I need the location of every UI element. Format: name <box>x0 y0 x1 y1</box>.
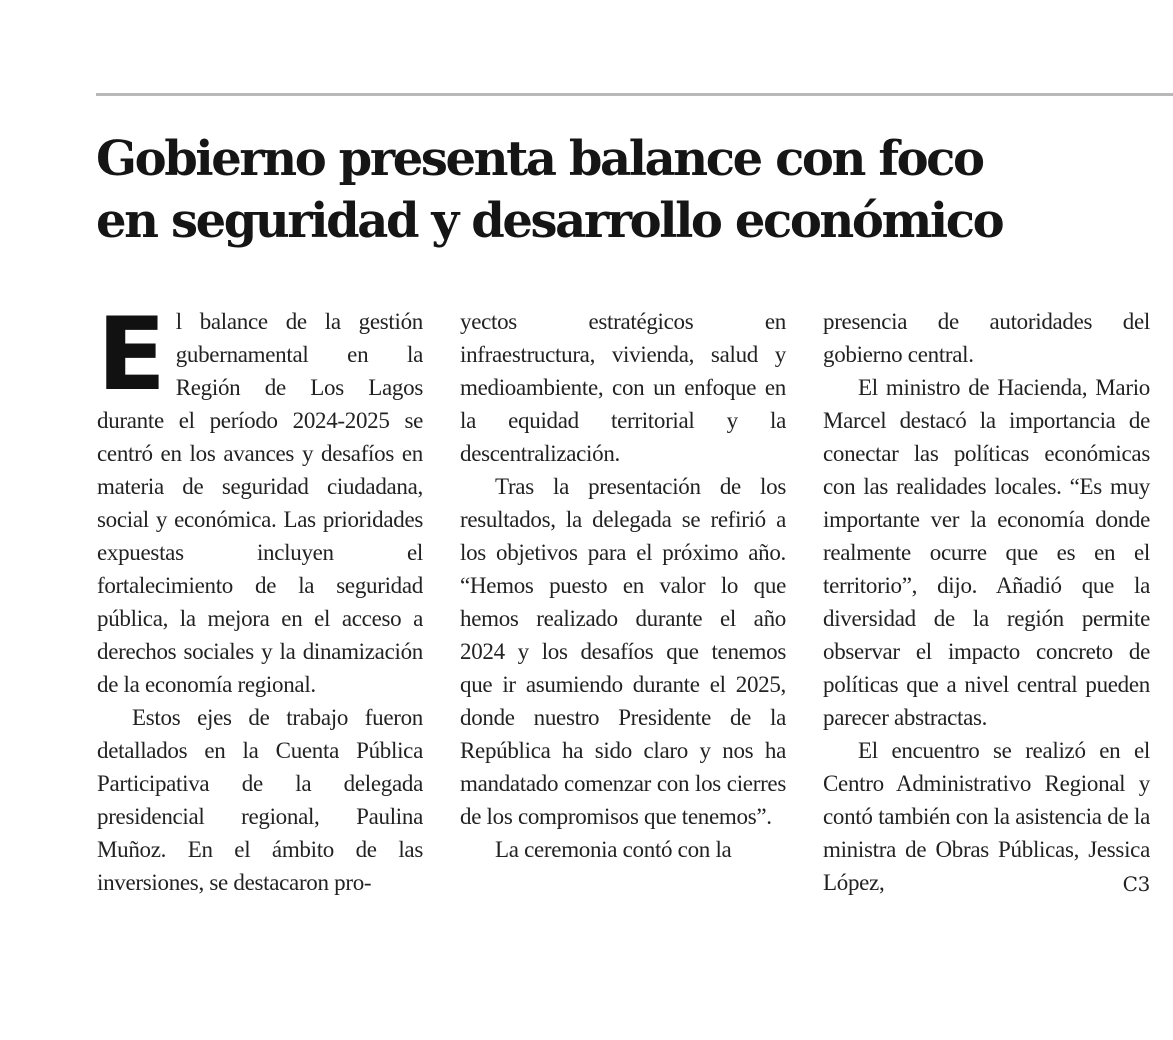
continuation-mark: C3 <box>1122 872 1150 896</box>
headline-line-2: en seguridad y desarrollo económico <box>96 193 1003 249</box>
paragraph-ceremonia: La ceremonia contó con la <box>495 837 732 862</box>
article-column-3 <box>823 305 1150 901</box>
paragraph-resultados: Tras la presentación de los resultados, la delegada se refirió a los objetivos para el próximo año. “Hemos puesto en valor lo que hemos realizado durante el año 2024 y los desafíos que tenemos que ir asumiendo durante el 2025, donde nuestro Presidente de la República ha sido claro y nos ha mandatado comenzar con los cierres de los compromisos que tenemos”. <box>460 474 786 829</box>
headline-line-1: Gobierno presenta balance con foco <box>96 131 983 187</box>
paragraph-proyectos: yectos estratégicos en infraestructura, vivienda, salud y medioambiente, con un enfoque en la equidad territorial y la descentralización. <box>460 309 786 466</box>
article-column-1 <box>97 295 423 899</box>
paragraph-cuenta-publica: Estos ejes de trabajo fueron detallados en la Cuenta Pública Participativa de la delegada presidencial regional, Paulina Muñoz. En el ámbito de las inversiones, se destacaron pro- <box>97 705 423 895</box>
paragraph-autoridades: presencia de autoridades del gobierno central. <box>823 309 1150 367</box>
paragraph-encuentro <box>823 734 1150 899</box>
article-headline <box>96 128 1156 252</box>
paragraph-encuentro-text: El encuentro se realizó en el Centro Administrativo Regional y contó también con la asistencia de la ministra de Obras Públicas, Jessica López, <box>823 738 1150 895</box>
drop-cap: E <box>97 295 166 413</box>
article-column-2 <box>460 305 786 866</box>
paragraph-intro <box>97 295 423 701</box>
top-divider-rule <box>96 93 1173 96</box>
paragraph-ministro-hacienda: El ministro de Hacienda, Mario Marcel destacó la importancia de conectar las políticas económicas con las realidades locales. “Es muy importante ver la economía donde realmente ocurre que es en el territorio”, dijo. Añadió que la diversidad de la región permite observar el impacto concreto de políticas que a nivel central pueden parecer abstractas. <box>823 375 1150 730</box>
paragraph-intro-text: l balance de la gestión gubernamental en la Región de Los Lagos durante el período 2024-2025 se centró en los avances y desafíos en materia de seguridad ciudadana, social y económica. Las prioridades expuestas incluyen el fortalecimiento de la seguridad pública, la mejora en el acceso a derechos sociales y la dinamización de la economía regional. <box>97 309 423 697</box>
